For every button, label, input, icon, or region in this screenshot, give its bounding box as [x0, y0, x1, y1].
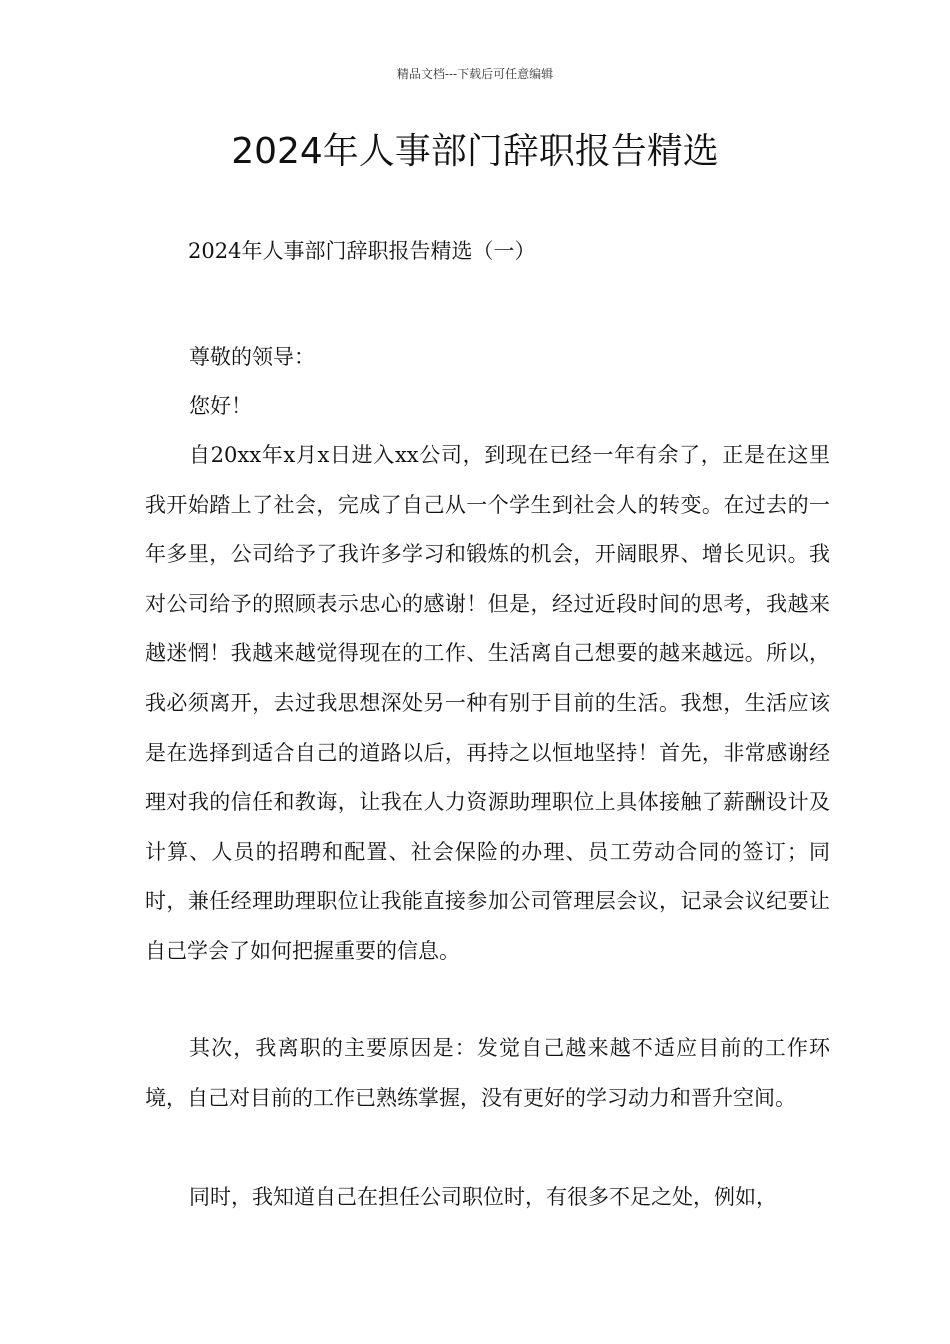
- paragraph-2: [145, 1024, 830, 1123]
- salutation: [145, 333, 830, 383]
- paragraph-text: 其次，我离职的主要原因是：发觉自己越来越不适应目前的工作环境，自己对目前的工作已熟练掌握，没有更好的学习动力和晋升空间。: [145, 1036, 830, 1110]
- document-title: 2024年人事部门辞职报告精选: [231, 131, 719, 172]
- document-subtitle: 2024年人事部门辞职报告精选（一）: [188, 239, 536, 263]
- paragraph-text: 同时，我知道自己在担任公司职位时，有很多不足之处，例如，: [189, 1185, 777, 1209]
- greeting-text: 您好！: [189, 394, 252, 418]
- paragraph-1: [145, 431, 830, 977]
- greeting: [145, 382, 830, 432]
- salutation-text: 尊敬的领导：: [189, 345, 315, 369]
- header-note: 精品文档---下载后可任意编辑: [396, 67, 554, 81]
- paragraph-text: 自20xx年x月x日进入xx公司，到现在已经一年有余了，正是在这里我开始踏上了社会，完成了自己从一个学生到社会人的转变。在过去的一年多里，公司给予了我许多学习和锻炼的机会，开阔眼界、增长见识。我对公司给予的照顾表示忠心的感谢！但是，经过近段时间的思考，我越来越迷惘！我越来越觉得现在的工作、生活离自己想要的越来越远。所以，我必须离开，去过我思想深处另一种有别于目前的生活。我想，生活应该是在选择到适合自己的道路以后，再持之以恒地坚持！首先，非常感谢经理对我的信任和教诲，让我在人力资源助理职位上具体接触了薪酬设计及计算、人员的招聘和配置、社会保险的办理、员工劳动合同的签订；同时，兼任经理助理职位让我能直接参加公司管理层会议，记录会议纪要让自己学会了如何把握重要的信息。: [145, 443, 830, 963]
- paragraph-3: [145, 1173, 830, 1223]
